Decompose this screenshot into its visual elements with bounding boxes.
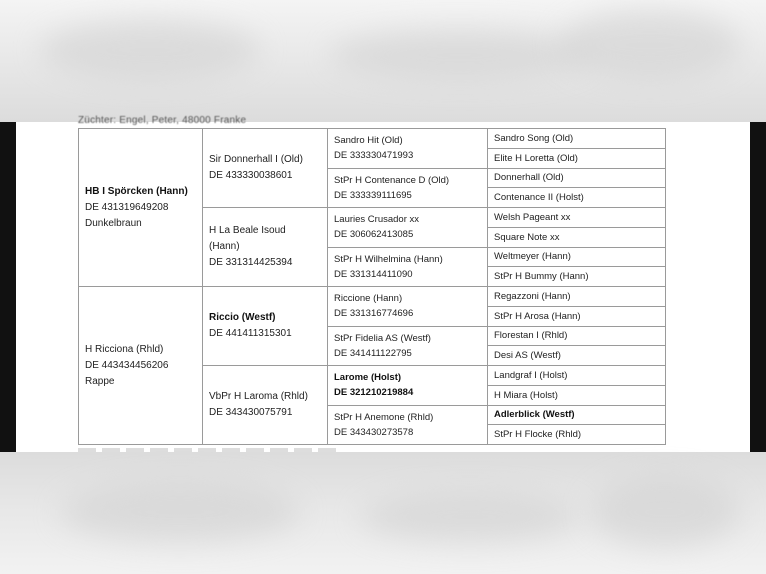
gen3-cell bbox=[328, 208, 488, 248]
gen3-name: Larome (Holst) bbox=[334, 372, 402, 384]
gen3-cell bbox=[328, 287, 488, 327]
gen4-cell: Regazzoni (Hann) bbox=[488, 287, 666, 307]
pedigree-table bbox=[78, 128, 666, 445]
gen4-cell: Weltmeyer (Hann) bbox=[488, 247, 666, 267]
gen3-cell bbox=[328, 326, 488, 366]
dam-sire-name: Riccio (Westf) bbox=[209, 312, 276, 323]
dam-dam-name: VbPr H Laroma (Rhld) bbox=[209, 391, 308, 402]
gen3-cell bbox=[328, 247, 488, 287]
gen3-name: Riccione (Hann) bbox=[334, 293, 403, 305]
gen3-name: Sandro Hit (Old) bbox=[334, 135, 403, 147]
gen3-id: DE 343430273578 bbox=[334, 426, 414, 438]
sire-cell bbox=[79, 129, 203, 287]
gen4-cell: Elite H Loretta (Old) bbox=[488, 148, 666, 168]
frame-edge-left bbox=[0, 122, 16, 452]
gen4-cell: Florestan I (Rhld) bbox=[488, 326, 666, 346]
dam-dam-cell bbox=[203, 366, 328, 445]
sire-color: Dunkelbraun bbox=[85, 217, 142, 229]
gen3-cell bbox=[328, 405, 488, 445]
sire-id: DE 431319649208 bbox=[85, 201, 169, 213]
sire-sire-cell bbox=[203, 129, 328, 208]
gen3-cell bbox=[328, 168, 488, 208]
frame-edge-right bbox=[750, 122, 766, 452]
sire-dam-id: DE 331314425394 bbox=[209, 257, 293, 268]
dam-id: DE 443434456206 bbox=[85, 359, 169, 371]
dam-cell bbox=[79, 287, 203, 445]
pedigree-document bbox=[16, 115, 750, 452]
blur-shape bbox=[590, 477, 740, 547]
gen4-cell: Donnerhall (Old) bbox=[488, 168, 666, 188]
dam-sire-id: DE 441411315301 bbox=[209, 328, 292, 339]
sire-dam-name: H La Beale Isoud bbox=[209, 225, 286, 236]
gen3-name: StPr Fidelia AS (Westf) bbox=[334, 332, 431, 344]
blur-shape bbox=[40, 20, 260, 80]
blur-shape bbox=[360, 492, 580, 542]
gen4-cell: Contenance II (Holst) bbox=[488, 188, 666, 208]
gen4-cell: H Miara (Holst) bbox=[488, 385, 666, 405]
gen4-cell: Welsh Pageant xx bbox=[488, 208, 666, 228]
dam-color: Rappe bbox=[85, 375, 115, 387]
gen3-id: DE 331314411090 bbox=[334, 268, 413, 280]
blurred-background-bottom bbox=[0, 452, 766, 574]
gen3-id: DE 341411122795 bbox=[334, 347, 412, 359]
gen3-id: DE 333339111695 bbox=[334, 189, 412, 201]
sire-sire-name: Sir Donnerhall I (Old) bbox=[209, 154, 303, 165]
blur-shape bbox=[60, 482, 300, 542]
blur-shape bbox=[560, 10, 740, 80]
blur-shape bbox=[330, 30, 590, 80]
dam-dam-id: DE 343430075791 bbox=[209, 407, 293, 418]
gen3-id: DE 331316774696 bbox=[334, 308, 414, 320]
header-cutoff-text: Züchter: Engel, Peter, 48000 Franke bbox=[78, 115, 247, 126]
gen3-name: StPr H Wilhelmina (Hann) bbox=[334, 253, 443, 265]
gen3-cell bbox=[328, 129, 488, 169]
sire-sire-id: DE 433330038601 bbox=[209, 170, 293, 181]
gen3-name: StPr H Contenance D (Old) bbox=[334, 174, 450, 186]
gen3-id: DE 333330471993 bbox=[334, 150, 414, 162]
dam-sire-cell bbox=[203, 287, 328, 366]
gen4-cell: Landgraf I (Holst) bbox=[488, 366, 666, 386]
gen3-name: StPr H Anemone (Rhld) bbox=[334, 411, 434, 423]
sire-name: HB I Spörcken (Hann) bbox=[85, 185, 188, 197]
sire-dam-breed: (Hann) bbox=[209, 241, 240, 252]
gen4-cell: StPr H Arosa (Hann) bbox=[488, 306, 666, 326]
gen3-id: DE 306062413085 bbox=[334, 229, 414, 241]
gen4-cell: StPr H Flocke (Rhld) bbox=[488, 425, 666, 445]
gen4-cell: StPr H Bummy (Hann) bbox=[488, 267, 666, 287]
gen3-cell bbox=[328, 366, 488, 406]
blurred-background-top bbox=[0, 0, 766, 122]
sire-dam-cell bbox=[203, 208, 328, 287]
gen3-id: DE 321210219884 bbox=[334, 387, 414, 399]
gen4-cell: Square Note xx bbox=[488, 227, 666, 247]
gen4-cell: Sandro Song (Old) bbox=[488, 129, 666, 149]
gen4-cell: Adlerblick (Westf) bbox=[488, 405, 666, 425]
gen4-cell: Desi AS (Westf) bbox=[488, 346, 666, 366]
dam-name: H Ricciona (Rhld) bbox=[85, 343, 164, 355]
gen3-name: Lauries Crusador xx bbox=[334, 214, 420, 226]
